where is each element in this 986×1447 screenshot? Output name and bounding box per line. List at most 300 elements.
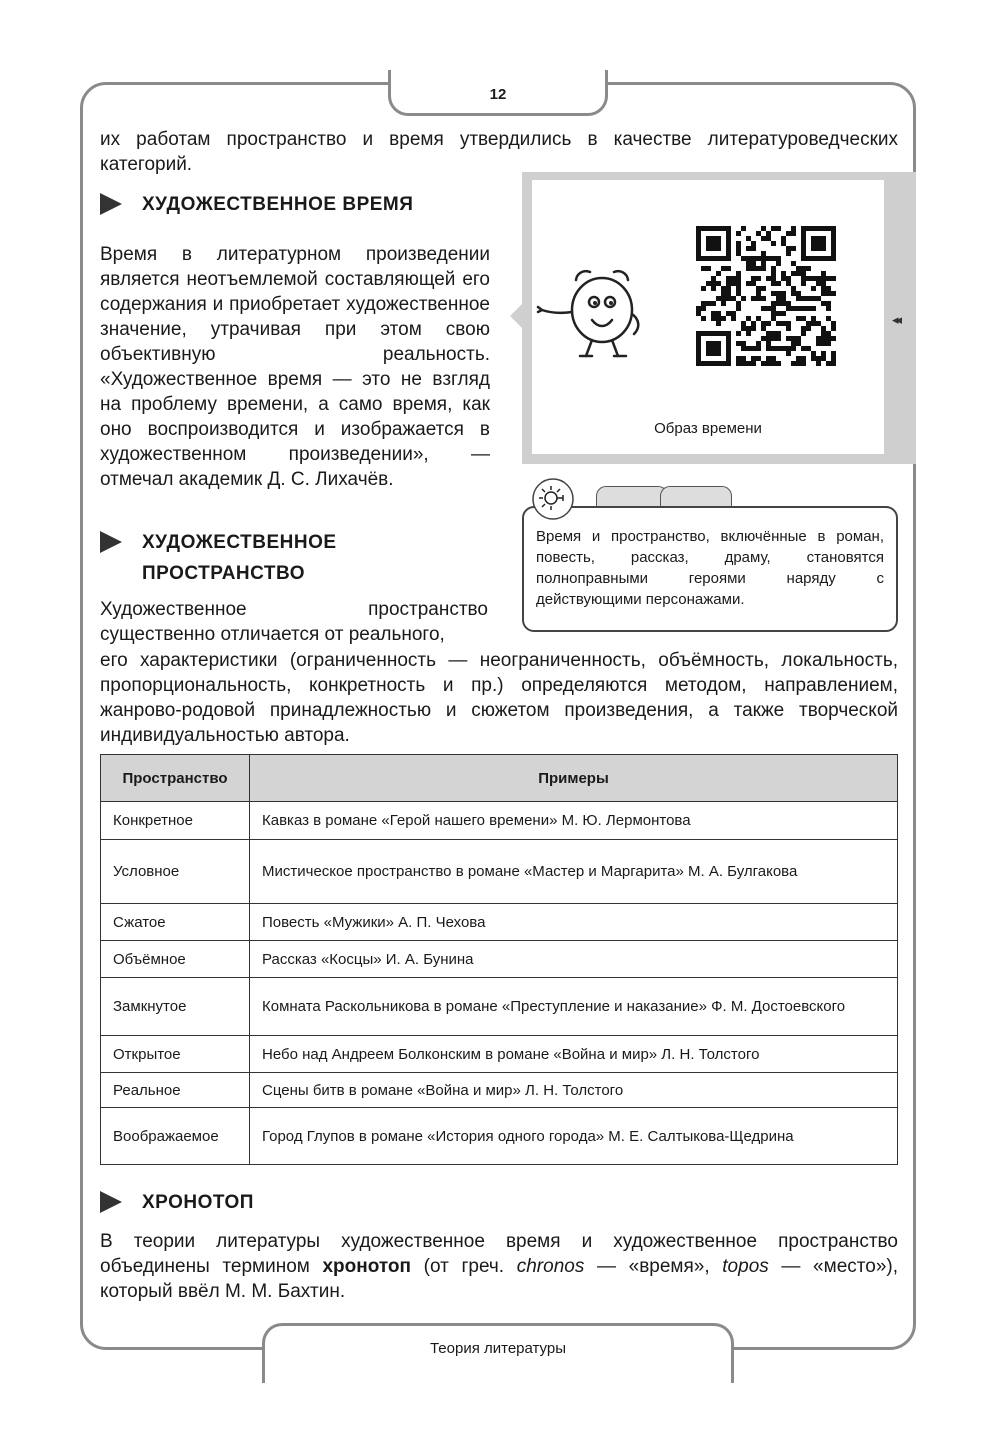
qr-module [711, 246, 716, 251]
qr-module [761, 361, 766, 366]
qr-module [746, 266, 751, 271]
qr-module [706, 351, 711, 356]
table-cell-type: Замкнутое [101, 978, 250, 1036]
table-cell-example: Город Глупов в романе «История одного города» М. Е. Салтыкова-Щедрина [250, 1108, 898, 1165]
qr-module [786, 231, 791, 236]
qr-module [766, 276, 771, 281]
qr-module [806, 321, 811, 326]
table-row [101, 904, 898, 941]
qr-module [831, 321, 836, 326]
qr-module [806, 256, 811, 261]
qr-module [706, 236, 711, 241]
qr-module [781, 346, 786, 351]
qr-module [696, 241, 701, 246]
table-cell-example: Повесть «Мужики» А. П. Чехова [250, 904, 898, 941]
qr-module [821, 351, 826, 356]
qr-module [706, 246, 711, 251]
qr-module [696, 331, 701, 336]
qr-module [791, 346, 796, 351]
qr-module [791, 361, 796, 366]
qr-module [706, 331, 711, 336]
qr-module [711, 351, 716, 356]
qr-module [806, 306, 811, 311]
qr-module [711, 236, 716, 241]
qr-module [801, 241, 806, 246]
table-header: Примеры [250, 755, 898, 802]
qr-module [811, 351, 816, 356]
qr-module [816, 276, 821, 281]
qr-module [751, 276, 756, 281]
qr-module [811, 241, 816, 246]
qr-module [781, 276, 786, 281]
qr-module [701, 286, 706, 291]
qr-module [821, 341, 826, 346]
qr-module [781, 236, 786, 241]
qr-module [751, 246, 756, 251]
qr-module [821, 286, 826, 291]
qr-module [746, 261, 751, 266]
qr-module [826, 291, 831, 296]
qr-module [761, 226, 766, 231]
qr-module [771, 301, 776, 306]
qr-module [811, 356, 816, 361]
qr-module [771, 271, 776, 276]
qr-module [736, 341, 741, 346]
qr-module [711, 361, 716, 366]
qr-module [821, 226, 826, 231]
qr-module [771, 311, 776, 316]
qr-module [756, 291, 761, 296]
qr-module [771, 306, 776, 311]
qr-module [806, 266, 811, 271]
qr-module [791, 246, 796, 251]
qr-module [831, 241, 836, 246]
qr-module [711, 346, 716, 351]
qr-module [816, 281, 821, 286]
qr-module [771, 336, 776, 341]
qr-module [711, 331, 716, 336]
qr-module [821, 356, 826, 361]
qr-module [736, 241, 741, 246]
qr-module [696, 311, 701, 316]
qr-module [826, 316, 831, 321]
qr-module [791, 226, 796, 231]
qr-module [791, 341, 796, 346]
qr-module [721, 226, 726, 231]
paragraph-space-continued: его характеристики (ограниченность — неограниченность, объёмность, локальность, пропорциональность, конкретность и пр.) определяются методом, направлением, жанрово-родовой принадлежностью и сюжетом произведения, а также творческой индивидуальностью автора. [100, 650, 898, 746]
table-header: Пространство [101, 755, 250, 802]
qr-card-pointer [510, 304, 522, 328]
qr-module [811, 306, 816, 311]
qr-module [721, 316, 726, 321]
qr-module [761, 296, 766, 301]
qr-module [751, 266, 756, 271]
qr-module [696, 256, 701, 261]
qr-module [736, 361, 741, 366]
qr-module [716, 246, 721, 251]
qr-module [706, 256, 711, 261]
qr-module [821, 336, 826, 341]
qr-module [721, 296, 726, 301]
qr-module [826, 306, 831, 311]
qr-module [711, 311, 716, 316]
qr-module [731, 311, 736, 316]
qr-module [831, 231, 836, 236]
qr-module [726, 361, 731, 366]
table-cell-example: Кавказ в романе «Герой нашего времени» М. Ю. Лермонтова [250, 802, 898, 840]
table-cell-type: Условное [101, 840, 250, 904]
qr-module [776, 291, 781, 296]
qr-module [771, 361, 776, 366]
qr-caption: Образ времени [654, 420, 762, 437]
qr-module [791, 306, 796, 311]
footer-title: Теория литературы [429, 1340, 567, 1357]
qr-module [696, 356, 701, 361]
qr-module [821, 276, 826, 281]
qr-module [716, 311, 721, 316]
qr-module [811, 286, 816, 291]
qr-module [766, 231, 771, 236]
qr-module [736, 331, 741, 336]
qr-module [731, 316, 736, 321]
qr-module [821, 241, 826, 246]
qr-module [696, 226, 701, 231]
qr-module [821, 301, 826, 306]
qr-module [801, 346, 806, 351]
intro-paragraph: их работам пространство и время утвердились в качестве литературоведческих категорий. [100, 129, 898, 175]
table-row [101, 1108, 898, 1165]
qr-module [831, 336, 836, 341]
qr-module [716, 351, 721, 356]
qr-module [761, 261, 766, 266]
chronotope-text: (от греч. [411, 1256, 517, 1277]
qr-module [831, 276, 836, 281]
qr-module [821, 326, 826, 331]
table-cell-example: Рассказ «Косцы» И. А. Бунина [250, 941, 898, 978]
qr-module [831, 256, 836, 261]
qr-module [721, 286, 726, 291]
qr-module [801, 331, 806, 336]
chronotope-term: хронотоп [322, 1256, 411, 1277]
qr-module [786, 281, 791, 286]
qr-module [746, 361, 751, 366]
qr-module [726, 331, 731, 336]
qr-module [746, 326, 751, 331]
qr-module [766, 236, 771, 241]
note-tab [660, 486, 732, 508]
qr-module [741, 226, 746, 231]
table-cell-type: Сжатое [101, 904, 250, 941]
qr-module [766, 306, 771, 311]
qr-module [806, 346, 811, 351]
qr-module [741, 346, 746, 351]
qr-module [696, 341, 701, 346]
qr-module [736, 281, 741, 286]
table-cell-type: Воображаемое [101, 1108, 250, 1165]
qr-module [801, 251, 806, 256]
qr-module [811, 256, 816, 261]
qr-module [741, 326, 746, 331]
qr-module [831, 351, 836, 356]
qr-module [786, 346, 791, 351]
qr-module [801, 226, 806, 231]
qr-module [796, 291, 801, 296]
alarm-clock-icon [536, 262, 648, 362]
qr-module [826, 361, 831, 366]
qr-module [726, 251, 731, 256]
qr-module [696, 236, 701, 241]
table-cell-type: Конкретное [101, 802, 250, 840]
qr-module [776, 331, 781, 336]
qr-module [801, 236, 806, 241]
qr-module [726, 356, 731, 361]
section-marker-icon [100, 193, 122, 215]
qr-module [796, 361, 801, 366]
qr-module [726, 291, 731, 296]
qr-module [736, 246, 741, 251]
qr-module [811, 246, 816, 251]
qr-module [821, 331, 826, 336]
qr-module [751, 256, 756, 261]
qr-module [771, 241, 776, 246]
qr-module [821, 236, 826, 241]
qr-module [756, 346, 761, 351]
qr-module [786, 276, 791, 281]
qr-module [696, 231, 701, 236]
qr-module [801, 296, 806, 301]
qr-module [766, 336, 771, 341]
qr-module [721, 256, 726, 261]
qr-module [716, 256, 721, 261]
qr-module [786, 351, 791, 356]
qr-module [736, 356, 741, 361]
qr-module [786, 251, 791, 256]
qr-module [716, 341, 721, 346]
qr-module [786, 336, 791, 341]
qr-module [706, 281, 711, 286]
qr-module [726, 276, 731, 281]
qr-module [736, 231, 741, 236]
qr-module [746, 246, 751, 251]
qr-module [816, 241, 821, 246]
qr-module [821, 246, 826, 251]
qr-module [696, 361, 701, 366]
qr-module [791, 336, 796, 341]
qr-module [831, 246, 836, 251]
qr-module [831, 326, 836, 331]
chronotope-text: — «время», [584, 1256, 723, 1277]
qr-module [751, 356, 756, 361]
qr-module [806, 276, 811, 281]
qr-module [726, 246, 731, 251]
qr-module [781, 296, 786, 301]
table-cell-type: Открытое [101, 1036, 250, 1073]
qr-module [746, 346, 751, 351]
qr-module [811, 316, 816, 321]
qr-module [766, 256, 771, 261]
qr-module [766, 331, 771, 336]
qr-module [726, 226, 731, 231]
qr-module [711, 226, 716, 231]
qr-module [761, 321, 766, 326]
qr-module [716, 361, 721, 366]
greek-word-chronos: chronos [516, 1256, 585, 1277]
qr-module [741, 361, 746, 366]
qr-module [801, 326, 806, 331]
chronotope-text: — «место»), который ввёл М. М. Бахтин. [100, 1256, 898, 1302]
table-cell-type: Реальное [101, 1073, 250, 1108]
qr-module [791, 286, 796, 291]
note-text: Время и пространство, включённые в роман, повесть, рассказ, драму, становятся полноправными героями наряду с действующими персонажами. [536, 528, 884, 608]
qr-module [776, 321, 781, 326]
qr-module [796, 266, 801, 271]
qr-module [811, 236, 816, 241]
qr-module [766, 341, 771, 346]
qr-module [826, 256, 831, 261]
qr-module [716, 296, 721, 301]
table-cell-example: Сцены битв в романе «Война и мир» Л. Н. Толстого [250, 1073, 898, 1108]
qr-module [746, 256, 751, 261]
qr-module [721, 331, 726, 336]
qr-module [761, 336, 766, 341]
paragraph-time: Время в литературном произведении является неотъемлемой составляющей его содержания и приобретает художественное значение, утрачивая при этом свою объективную реальность. «Художественное время — это не взгляд на проблему времени, а само время, как оно воспроизводится и изображается в художественном произведении», — отмечал академик Д. С. Лихачёв. [100, 244, 490, 490]
qr-module [766, 321, 771, 326]
qr-module [816, 226, 821, 231]
qr-module [761, 256, 766, 261]
table-cell-type: Объёмное [101, 941, 250, 978]
qr-module [751, 261, 756, 266]
qr-module [751, 241, 756, 246]
qr-module [826, 336, 831, 341]
qr-module [726, 266, 731, 271]
qr-module [736, 291, 741, 296]
qr-module [831, 291, 836, 296]
qr-module [776, 256, 781, 261]
qr-module [751, 281, 756, 286]
qr-module [726, 351, 731, 356]
qr-module [701, 256, 706, 261]
qr-module [796, 356, 801, 361]
qr-module [806, 226, 811, 231]
qr-module [771, 346, 776, 351]
qr-module [801, 316, 806, 321]
table-cell-example: Комната Раскольникова в романе «Преступление и наказание» Ф. М. Достоевского [250, 978, 898, 1036]
qr-module [771, 281, 776, 286]
qr-module [821, 256, 826, 261]
lightbulb-icon [532, 478, 574, 520]
qr-module [701, 226, 706, 231]
qr-module [696, 251, 701, 256]
qr-module [741, 356, 746, 361]
qr-module [731, 276, 736, 281]
qr-module [826, 286, 831, 291]
qr-module [726, 241, 731, 246]
qr-module [831, 226, 836, 231]
qr-module [736, 301, 741, 306]
qr-module [716, 331, 721, 336]
qr-module [751, 346, 756, 351]
paragraph-chronotope [100, 1229, 898, 1304]
qr-module [776, 301, 781, 306]
qr-module [736, 271, 741, 276]
qr-module [811, 296, 816, 301]
table-row [101, 840, 898, 904]
qr-module [786, 246, 791, 251]
qr-module [781, 291, 786, 296]
qr-module [756, 316, 761, 321]
qr-module [781, 241, 786, 246]
qr-module [826, 341, 831, 346]
qr-module [831, 361, 836, 366]
qr-module [701, 306, 706, 311]
qr-module [806, 326, 811, 331]
qr-module [771, 356, 776, 361]
qr-module [771, 256, 776, 261]
qr-module [801, 361, 806, 366]
qr-module [706, 301, 711, 306]
table-header-row [101, 755, 898, 802]
qr-module [771, 291, 776, 296]
qr-module [741, 256, 746, 261]
qr-module [816, 361, 821, 366]
qr-module [756, 341, 761, 346]
qr-module [776, 336, 781, 341]
qr-module [701, 266, 706, 271]
qr-module [806, 296, 811, 301]
qr-module [791, 271, 796, 276]
qr-module [776, 346, 781, 351]
qr-module [801, 356, 806, 361]
qr-module [756, 356, 761, 361]
qr-module [711, 276, 716, 281]
qr-module [771, 276, 776, 281]
qr-module [711, 341, 716, 346]
qr-module [741, 321, 746, 326]
qr-module [696, 351, 701, 356]
qr-module [801, 256, 806, 261]
qr-module [716, 241, 721, 246]
qr-module [816, 246, 821, 251]
qr-module [696, 336, 701, 341]
qr-module [801, 231, 806, 236]
qr-module [756, 286, 761, 291]
qr-module [741, 296, 746, 301]
qr-module [801, 271, 806, 276]
qr-module [776, 226, 781, 231]
qr-module [726, 236, 731, 241]
qr-module [801, 306, 806, 311]
qr-module [716, 271, 721, 276]
greek-word-topos: topos [722, 1256, 769, 1277]
qr-module [816, 296, 821, 301]
qr-module [786, 306, 791, 311]
qr-module [801, 266, 806, 271]
qr-module [786, 321, 791, 326]
qr-module [701, 316, 706, 321]
qr-module [761, 236, 766, 241]
qr-module [711, 286, 716, 291]
qr-module [831, 236, 836, 241]
page-number: 12 [489, 86, 507, 103]
qr-module [791, 261, 796, 266]
qr-module [771, 226, 776, 231]
space-types-table [100, 754, 898, 1165]
qr-module [716, 236, 721, 241]
qr-module [711, 281, 716, 286]
qr-module [716, 316, 721, 321]
qr-module [696, 346, 701, 351]
qr-module [746, 236, 751, 241]
